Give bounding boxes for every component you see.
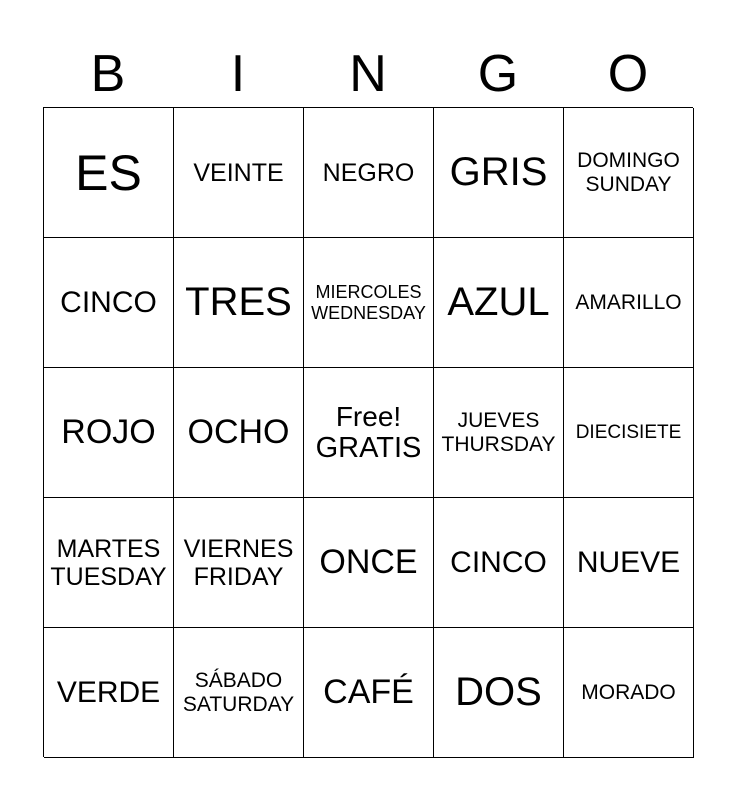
free-label: Free! [335,400,402,432]
cell-text-line2: SATURDAY [182,692,295,716]
cell-text: CINCO [60,285,157,319]
cell-text: VEINTE [193,158,284,187]
bingo-cell[interactable] [564,628,694,758]
bingo-cell[interactable] [304,108,434,238]
bingo-cell[interactable] [564,498,694,628]
bingo-cell[interactable] [174,108,304,238]
bingo-cell[interactable] [434,628,564,758]
cell-text: ES [75,144,142,201]
cell-text: AZUL [447,280,550,325]
cell-text-line2: THURSDAY [441,432,556,456]
cell-text-line1: DOMINGO [577,148,680,172]
bingo-cell[interactable] [174,498,304,628]
cell-text-line1: JUEVES [457,408,540,432]
cell-text: DIECISIETE [575,421,682,443]
free-label-gratis: GRATIS [315,431,422,464]
bingo-cell[interactable] [44,628,174,758]
header-letter-n: N [349,45,387,103]
free-space-cell[interactable] [304,368,434,498]
bingo-cell[interactable] [434,498,564,628]
cell-text-line1: MARTES [56,534,161,563]
bingo-cell[interactable] [564,238,694,368]
cell-text: ONCE [319,543,418,582]
cell-text: AMARILLO [575,290,682,314]
bingo-cell[interactable] [434,238,564,368]
cell-text-line1: MIERCOLES [315,282,422,303]
cell-text-line2: SUNDAY [585,172,672,196]
bingo-cell[interactable] [174,238,304,368]
cell-text: TRES [185,280,292,325]
bingo-cell[interactable] [304,628,434,758]
bingo-cell[interactable] [174,368,304,498]
cell-text-line1: SÁBADO [194,668,283,692]
cell-text: CINCO [450,545,547,579]
cell-text: GRIS [449,150,548,195]
bingo-cell[interactable] [434,368,564,498]
bingo-cell[interactable] [44,238,174,368]
cell-text: MORADO [581,680,676,704]
bingo-cell[interactable] [44,368,174,498]
cell-text: VERDE [56,675,161,709]
cell-text: NUEVE [576,545,681,579]
bingo-cell[interactable] [564,108,694,238]
bingo-header [43,40,693,108]
cell-text: ROJO [61,413,156,452]
cell-text: DOS [455,670,542,715]
bingo-cell[interactable] [174,628,304,758]
bingo-board [43,107,693,757]
bingo-cell[interactable] [44,108,174,238]
bingo-cell[interactable] [44,498,174,628]
header-letter-g: G [477,45,519,103]
cell-text: OCHO [187,413,290,452]
cell-text: CAFÉ [323,673,414,712]
bingo-cell[interactable] [564,368,694,498]
bingo-cell[interactable] [304,238,434,368]
cell-text-line2: FRIDAY [193,562,284,591]
header-letter-o: O [607,45,649,103]
header-letter-i: I [230,45,246,103]
header-letter-b: B [90,45,126,103]
bingo-cell[interactable] [304,498,434,628]
cell-text-line2: TUESDAY [50,562,167,591]
cell-text-line2: WEDNESDAY [311,302,426,323]
cell-text-line1: VIERNES [183,534,294,563]
cell-text: NEGRO [322,158,415,187]
bingo-cell[interactable] [434,108,564,238]
